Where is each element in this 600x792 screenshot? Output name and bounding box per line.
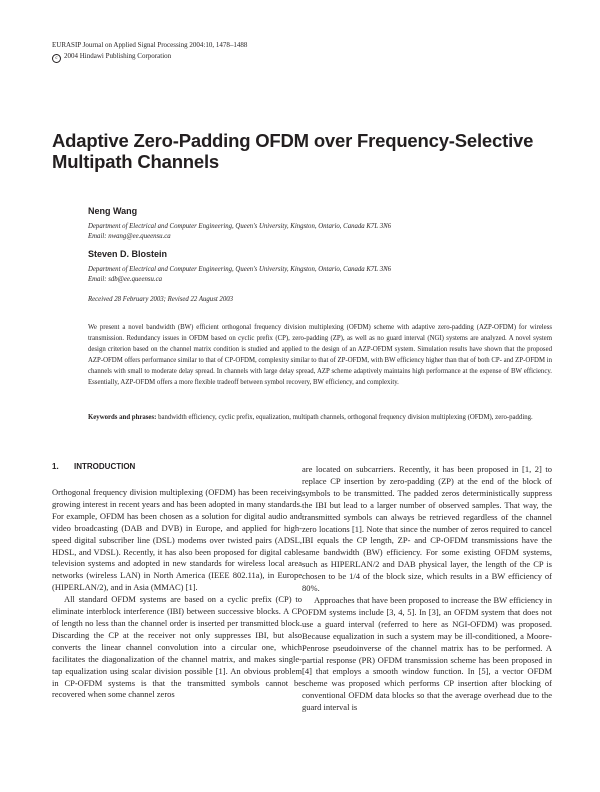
- copyright-icon: c: [52, 54, 61, 63]
- author-affiliation: Department of Electrical and Computer Engineering, Queen's University, Kingston, Ontario, Canada K7L 3N6: [88, 266, 392, 273]
- paragraph: Approaches that have been proposed to increase the BW efficiency in OFDM systems include [3, 4, 5]. In [3], an OFDM system that does not use a guard interval (referred to here as NGI-OFDM) was proposed. Because equalization in such a system may be ill-conditioned, a Moore-Penrose pseudoinverse of the channel matrix has to be performed. A partial response (PR) OFDM transmission scheme has been proposed in [4] that employs a smooth window function. In [5], a vector OFDM scheme was proposed which performs CP insertion after blocking of conventional OFDM data blocks so that the average overhead due to the guard interval is: [302, 594, 552, 713]
- abstract: We present a novel bandwidth (BW) efficient orthogonal frequency division multiplexing (OFDM) scheme with adaptive zero-padding (AZP-OFDM) for wireless transmission. Redundancy issues in OFDM based on cyclic prefix (CP), zero-padding (ZP), as well as no guard interval (NGI) systems are analyzed. A novel system design criterion based on the channel matrix condition is studied and applied to the design of an AZP-OFDM system. Simulation results have shown that the proposed AZP-OFDM offers performance similar to that of CP-OFDM, complexity similar to that of ZP-OFDM, with BW efficiency higher than that of both CP- and ZP-OFDM in channels with small to moderate delay spread. In channels with large delay spread, AZP scheme adaptively maintains high performance at the expense of BW efficiency. Essentially, AZP-OFDM offers a more flexible tradeoff between symbol recovery, BW efficiency, and complexity.: [88, 324, 552, 386]
- copyright-line: [52, 51, 247, 63]
- keywords: [88, 412, 552, 423]
- paper-title: Adaptive Zero-Padding OFDM over Frequency-Selective Multipath Channels: [52, 130, 534, 172]
- section-number: 1.: [52, 462, 59, 471]
- paragraph: All standard OFDM systems are based on a cyclic prefix (CP) to eliminate interblock interference (IBI) between successive blocks. A CP of length no less than the channel order is inserted per transmitted block. Discarding the CP at the receiver not only suppresses IBI, but also converts the linear channel convolution into a circular one, which facilitates the diagonalization of the channel matrix, and makes single-tap equalization using scalar division possible [1]. An obvious problem in CP-OFDM systems is that the transmitted symbols cannot be recovered when some channel zeros: [52, 594, 302, 700]
- author-affiliation: Department of Electrical and Computer Engineering, Queen's University, Kingston, Ontario, Canada K7L 3N6: [88, 223, 392, 230]
- received-dates: Received 28 February 2003; Revised 22 August 2003: [88, 296, 234, 303]
- section-heading: [52, 461, 302, 473]
- author-email: Email: sdb@ee.queensu.ca: [88, 276, 163, 283]
- section-title: INTRODUCTION: [74, 462, 136, 471]
- copyright-text: 2004 Hindawi Publishing Corporation: [64, 52, 172, 60]
- keywords-label: Keywords and phrases:: [88, 414, 157, 421]
- paragraph: are located on subcarriers. Recently, it has been proposed in [1, 2] to replace CP insertion by zero-padding (ZP) at the end of the block of symbols to be transmitted. The padded zeros deterministically suppress the IBI but lead to a larger number of observed samples. That way, the transmitted symbols can always be retrieved regardless of the channel zero locations [1]. Note that since the number of zeros required to cancel IBI equals the CP length, ZP- and CP-OFDM transmissions have the same bandwidth (BW) efficiency. For some existing OFDM systems, such as HIPERLAN/2 and DAB physical layer, the length of the CP is chosen to be 1/4 of the block size, which results in a BW efficiency of 80%.: [302, 464, 552, 594]
- author-name: Steven D. Blostein: [88, 249, 168, 259]
- author-block: [88, 206, 558, 305]
- body-column-left: [52, 461, 302, 701]
- author-name: Neng Wang: [88, 206, 138, 216]
- body-column-right: [302, 464, 552, 714]
- author-email: Email: nwang@ee.queensu.ca: [88, 233, 171, 240]
- keywords-text: bandwidth efficiency, cyclic prefix, equalization, multipath channels, orthogonal frequency division multiplexing (OFDM), zero-padding.: [158, 414, 533, 421]
- journal-line: EURASIP Journal on Applied Signal Processing 2004:10, 1478–1488: [52, 41, 248, 49]
- paragraph: Orthogonal frequency division multiplexing (OFDM) has been receiving growing interest in recent years and has been adopted in many standards. For example, OFDM has been chosen as a solution for digital audio and video broadcasting (DAB and DVB) in Europe, and applied for high-speed digital subscriber line (DSL) modems over twisted pairs (ADSL, HDSL, and VDSL). Recently, it has also been proposed for digital cable television systems and adopted in new standards for wireless local area networks (wireless LAN) in North America (IEEE 802.11a), in Europe (HIPERLAN/2), and in Asia (MMAC) [1].: [52, 487, 302, 593]
- journal-header: [52, 40, 247, 63]
